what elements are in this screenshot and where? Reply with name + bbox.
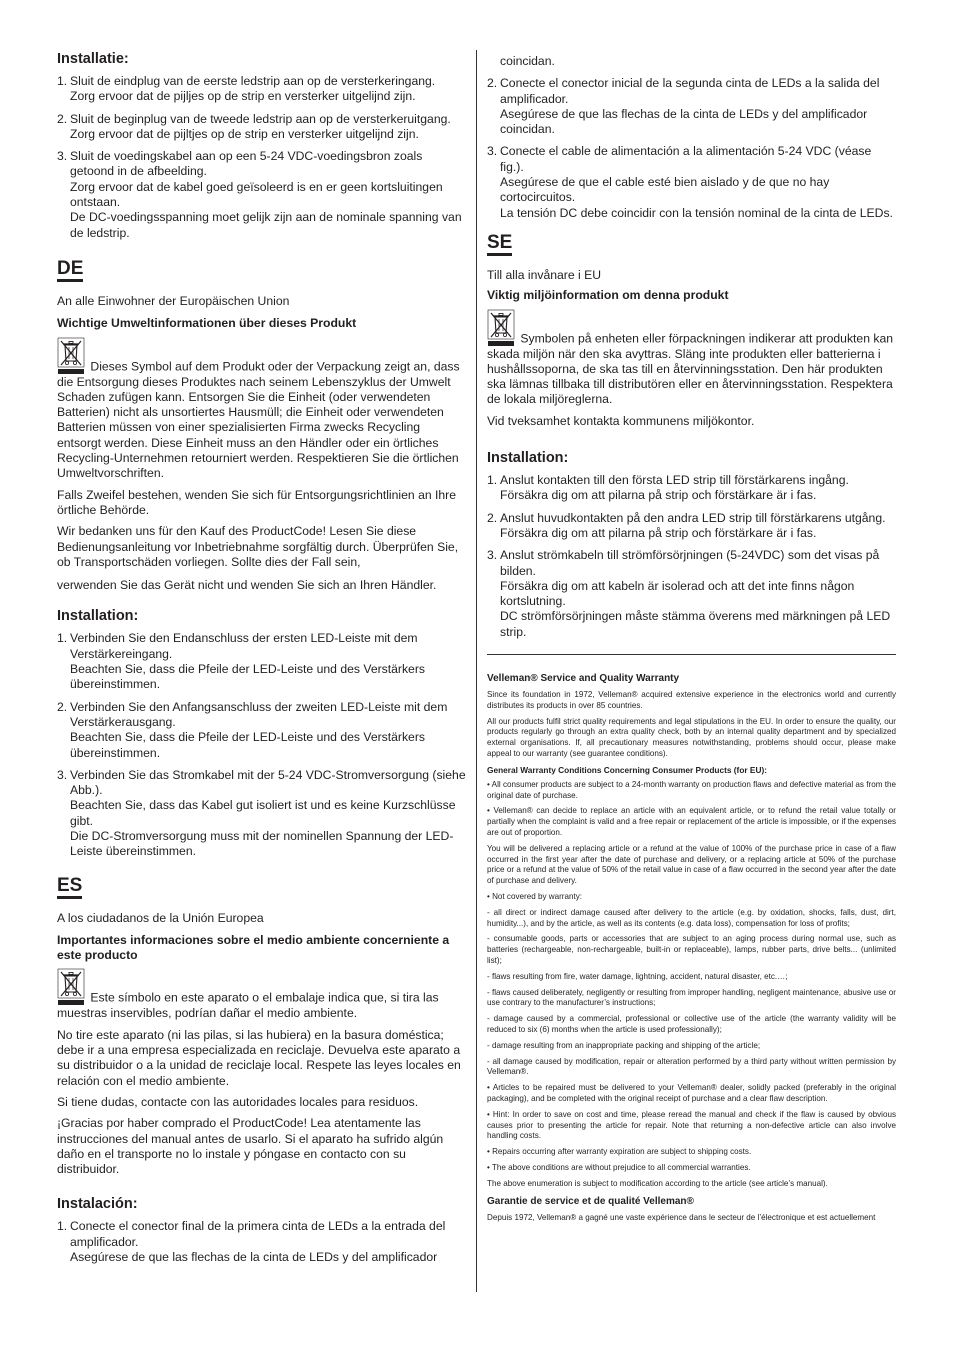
warranty-items xyxy=(487,780,896,1190)
warranty-item: - flaws resulting from fire, water damage, lightning, accident, natural disaster, etc.…; xyxy=(487,971,788,981)
warranty-item: • Articles to be repaired must be delivered to your Velleman® dealer, solidly packed (preferably in the original packaging), and be completed with the original receipt of purchase and a clear flaw description. xyxy=(487,1083,896,1103)
horizontal-rule xyxy=(487,654,896,655)
warranty-title: Velleman® Service and Quality Warranty xyxy=(487,673,680,685)
warranty-item: The above enumeration is subject to modification according to the article (see article’s manual). xyxy=(487,1178,828,1188)
es-paragraph-2: Si tiene dudas, contacte con las autoridades locales para residuos. xyxy=(57,1094,419,1109)
se-installation-title: Installation: xyxy=(487,450,569,467)
warranty-conditions-title: General Warranty Conditions Concerning Consumer Products (for EU): xyxy=(487,764,767,775)
nl-installation-section xyxy=(57,50,467,241)
de-thanks: Wir bedanken uns für den Kauf des ProductCode! Lesen Sie diese Bedienungsanleitung vor Inbetriebnahme sorgfältig durch. Überprüfen Sie, ob Transportschäden vorliegen. Sollte dies der Fall sein, xyxy=(57,524,459,569)
warranty-item: • Hint: In order to save on cost and time, please reread the manual and check if the flaw is caused by obvious causes prior to presenting the article for repair. Note that returning a non-defective article can also involve handling costs. xyxy=(487,1109,896,1141)
de-installation-title: Installation: xyxy=(57,608,139,625)
es-paragraph-1: No tire este aparato (ni las pilas, si las hubiera) en la basura doméstica; debe ir a una empresa especializada en reciclaje. Devuelva este aparato a su distribuidor o a la unidad de reciclaje local. Respete las leyes locales en relación con el medio ambiente. xyxy=(57,1027,461,1088)
se-intro: Till alla invånare i EU xyxy=(487,267,602,282)
warranty-section xyxy=(487,673,896,1223)
es-env-title: Importantes informaciones sobre el medio ambiente concerniente a este producto xyxy=(57,932,450,963)
de-language-header: DE xyxy=(57,259,83,282)
de-section xyxy=(57,255,467,860)
de-step: 3. Verbinden Sie das Stromkabel mit der 5-24 VDC-Stromversorgung (siehe Abb.). Beachten Sie, dass das Kabel gut isoliert ist und es keine Kurzschlüsse gibt. Die DC-Stromversorgung muss mit der nominellen Spannung der LED-Leiste übereinstimmen. xyxy=(57,767,466,859)
warranty-item: - damage caused by a commercial, professional or collective use of the article (the warranty validity will be reduced to six (6) months when the article is used professionally); xyxy=(487,1014,896,1034)
de-step: 1. Verbinden Sie den Endanschluss der ersten LED-Leiste mit dem Verstärkereingang. Beachten Sie, dass die Pfeile der LED-Leiste und des Verstärkers übereinstimmen. xyxy=(57,631,425,692)
de-env-title: Wichtige Umweltinformationen über dieses Produkt xyxy=(57,316,357,331)
warranty-item: You will be delivered a replacing article or a refund at the value of 100% of the purchase price in case of a flaw occurred in the first year after the date of purchase and delivery, or a replacing article at 50% of the purchase price or a refund at the value of 50% of the retail value in case of a flaw occurred in the second year after the date of purchase and delivery. xyxy=(487,843,896,886)
de-intro: An alle Einwohner der Europäischen Union xyxy=(57,293,290,308)
se-env-title: Viktig miljöinformation om denna produkt xyxy=(487,288,729,303)
nl-step: 3. Sluit de voedingskabel aan op een 5-24 VDC-voedingsbron zoals getoond in de afbeelding. Zorg ervoor dat de kabel goed geïsoleerd is en er geen kortsluitingen ontstaan. De DC-voedingsspanning moet gelijk zijn aan de nominale spanning van de ledstrip. xyxy=(57,149,462,240)
es-paragraph-3: ¡Gracias por haber comprado el ProductCode! Lea atentamente las instrucciones del manual antes de usarlo. Si el aparato ha sufrido algún daño en el transporte no lo instale y póngase en contacto con su distribuidor. xyxy=(57,1116,444,1177)
se-env-text: Symbolen på enheten eller förpackningen indikerar att produkten kan skada miljön när den ska avyttras. Släng inte produkten eller batterierna i hushållssoporna, de ska tas till en återvinningsstation. Den här produkten ska lämnas tillbaka till distributören eller en återvinningsstation. Respektera de lokala miljöreglerna. xyxy=(487,309,896,408)
de-thanks-2: verwenden Sie das Gerät nicht und wenden Sie sich an Ihren Händler. xyxy=(57,578,437,593)
es-steps-list xyxy=(57,1219,467,1265)
warranty-item: - consumable goods, parts or accessories that are subject to an aging process during normal use, such as batteries (rechargeable, non-rechargeable, built-in or replaceable), lamps, rubber parts, drive belts... (unlimited list); xyxy=(487,934,896,965)
de-steps-list xyxy=(57,631,467,859)
nl-steps-list xyxy=(57,74,467,241)
es-section xyxy=(57,872,467,1266)
warranty-paragraph-1: Since its foundation in 1972, Velleman® acquired extensive experience in the electronics world and currently distributes its products in over 85 countries. xyxy=(487,690,896,710)
warranty-item: - damage resulting from an inappropriate packing and shipping of the article; xyxy=(487,1040,761,1050)
nl-step: 1. Sluit de eindplug van de eerste ledstrip aan op de versterkeringang. Zorg ervoor dat de pijljes op de strip en versterker uitgelijnd zijn. xyxy=(57,74,436,104)
right-column xyxy=(487,50,896,1228)
warranty-fr-paragraph: Depuis 1972, Velleman® a gagné une vaste expérience dans le secteur de l’électronique et est actuellement xyxy=(487,1212,876,1222)
se-steps-list xyxy=(487,473,896,640)
de-doubt: Falls Zweifel bestehen, wenden Sie sich für Entsorgungsrichtlinien an Ihre örtliche Behörde. xyxy=(57,487,457,517)
es-steps-list-continued xyxy=(487,76,896,221)
es-step1-continued: coincidan. xyxy=(500,54,555,68)
nl-step: 2. Sluit de beginplug van de tweede ledstrip aan op de versterkeruitgang. Zorg ervoor dat de pijltjes op de strip en versterker uitgelijnd zijn. xyxy=(57,111,451,141)
se-step: 2. Anslut huvudkontakten på den andra LED strip till förstärkarens utgång. Försäkra dig om att pilarna på strip och förstärkare är i fas. xyxy=(487,510,886,540)
warranty-paragraph-2: All our products fulfil strict quality requirements and legal stipulations in the EU. In order to ensure the quality, our products regularly go through an extra quality check, both by an internal quality department and by specialized external organisations. If, all precautionary measures notwithstanding, problems should occur, please make appeal to our warranty (see guarantee conditions). xyxy=(487,716,896,758)
warranty-item: • Velleman® can decide to replace an article with an equivalent article, or to refund the retail value totally or partially when the complaint is valid and a free repair or replacement of the article is impossible, or if the expenses are out of proportion. xyxy=(487,806,896,837)
weee-bin-icon xyxy=(487,309,515,347)
de-env-text: Dieses Symbol auf dem Produkt oder der Verpackung zeigt an, dass die Entsorgung dieses Produktes nach seinem Lebenszyklus der Umwelt Schaden zufügen kann. Entsorgen Sie die Einheit (oder verwendeten Batterien) nicht als unsortiertes Hausmüll; die Einheit oder verwendeten Batterien müssen von einer spezialisierten Firma zwecks Recycling entsorgt werden. Diese Einheit muss an den Händler oder ein örtliches Recycling-Unternehmen retourniert werden. Respektieren Sie die örtlichen Umweltvorschriften. xyxy=(57,337,467,482)
se-step: 3. Anslut strömkabeln till strömförsörjningen (5-24VDC) som det visas på bilden. Försäkra dig om att kabeln är isolerad och att det inte finns någon kortslutning. DC strömförsörjningen måste stämma överens med märkningen på LED strip. xyxy=(487,548,891,639)
es-step: 3. Conecte el cable de alimentación a la alimentación 5-24 VDC (véase fig.). Asegúrese de que el cable esté bien aislado y de que no hay cortocircuitos. La tensión DC debe coincidir con la tensión nominal de la cinta de LEDs. xyxy=(487,144,893,220)
es-env-text: Este símbolo en este aparato o el embalaje indica que, si tira las muestras inservibles, podrían dañar el medio ambiente. xyxy=(57,968,467,1021)
es-step: 2. Conecte el conector inicial de la segunda cinta de LEDs a la salida del amplificador. Asegúrese de que las flechas de la cinta de LEDs y del amplificador coincidan. xyxy=(487,76,880,137)
se-step: 1. Anslut kontakten till den första LED strip till förstärkarens ingång. Försäkra dig om att pilarna på strip och förstärkare är i fas. xyxy=(487,473,849,503)
se-contact: Vid tveksamhet kontakta kommunens miljökontor. xyxy=(487,413,755,428)
warranty-item: • Repairs occurring after warranty expiration are subject to shipping costs. xyxy=(487,1147,752,1157)
warranty-item: - all damage caused by modification, repair or alteration performed by a third party without written permission by Velleman®. xyxy=(487,1056,896,1077)
warranty-item: • Not covered by warranty: xyxy=(487,891,583,901)
weee-bin-icon xyxy=(57,968,85,1006)
es-language-header: ES xyxy=(57,876,82,899)
left-column xyxy=(57,50,467,1272)
de-step: 2. Verbinden Sie den Anfangsanschluss der zweiten LED-Leiste mit dem Verstärkerausgang. Beachten Sie, dass die Pfeile der LED-Leiste und des Verstärkers übereinstimmen. xyxy=(57,699,448,760)
nl-installation-title: Installatie: xyxy=(57,51,129,67)
se-section xyxy=(487,229,896,640)
warranty-item: • All consumer products are subject to a 24-month warranty on production flaws and defective material as from the original date of purchase. xyxy=(487,779,896,800)
es-step: 1. Conecte el conector final de la primera cinta de LEDs a la entrada del amplificador. Asegúrese de que las flechas de la cinta de LEDs y del amplificador xyxy=(57,1219,446,1265)
warranty-fr-title: Garantie de service et de qualité Velleman® xyxy=(487,1195,694,1207)
es-intro: A los ciudadanos de la Unión Europea xyxy=(57,910,264,925)
es-installation-title: Instalación: xyxy=(57,1196,138,1213)
warranty-item: - all direct or indirect damage caused after delivery to the article (e.g. by oxidation, shocks, falls, dust, dirt, humidity...), and by the article, as well as its contents (e.g. data loss), compensation for loss of profits; xyxy=(487,907,896,928)
column-divider xyxy=(476,50,477,1292)
weee-bin-icon xyxy=(57,337,85,375)
se-language-header: SE xyxy=(487,233,512,256)
warranty-item: - flaws caused deliberately, negligently or resulting from improper handling, negligent maintenance, abusive use or use contrary to the manufacturer’s instructions; xyxy=(487,987,896,1008)
warranty-item: • The above conditions are without prejudice to all commercial warranties. xyxy=(487,1162,751,1172)
